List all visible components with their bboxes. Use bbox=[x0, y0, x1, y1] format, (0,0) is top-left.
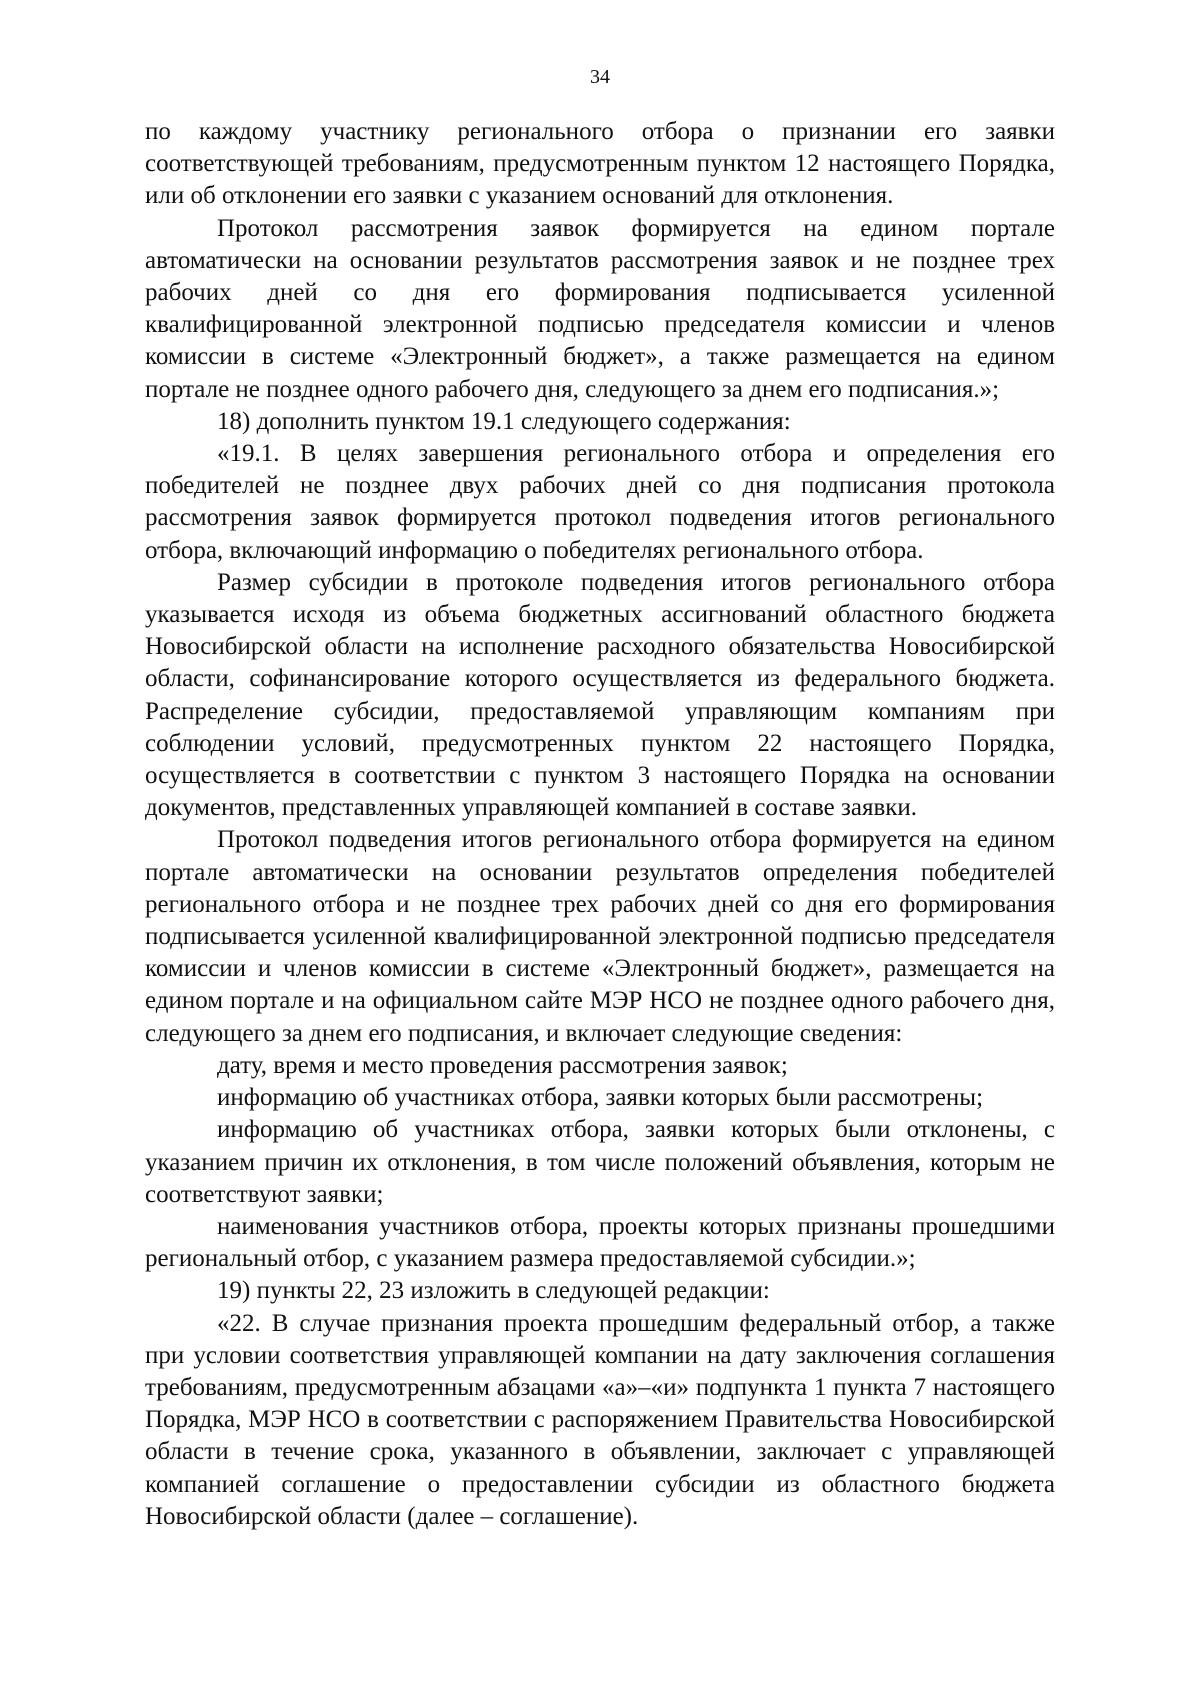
paragraph-clause-22: «22. В случае признания проекта прошедшим федеральный отбор, а также при условии соответствия управляющей компании на дату заключения соглашения требованиям, предусмотренным абзацами «а»–«и» подпункта 1 пункта 7 настоящего Порядка, МЭР НСО в соответствии с распоряжением Правительства Новосибирской области в течение срока, указанного в объявлении, заключает с управляющей компанией соглашение о предоставлении субсидии из областного бюджета Новосибирской области (далее – соглашение). bbox=[145, 1309, 1055, 1530]
document-body bbox=[145, 116, 1055, 1533]
list-item-date-time-place: дату, время и место проведения рассмотрения заявок; bbox=[217, 1051, 788, 1079]
paragraph-subsidy-size: Размер субсидии в протоколе подведения итогов регионального отбора указывается исходя из объема бюджетных ассигнований областного бюджета Новосибирской области на исполнение расходного обязательства Новосибирской области, софинансирование которого осуществляется из федерального бюджета. Распределение субсидии, предоставляемой управляющим компаниям при соблюдении условий, предусмотренных пунктом 22 настоящего Порядка, осуществляется в соответствии с пунктом 3 настоящего Порядка на основании документов, представленных управляющей компанией в составе заявки. bbox=[145, 568, 1055, 822]
page-number: 34 bbox=[590, 66, 610, 88]
list-item-winners: наименования участников отбора, проекты которых признаны прошедшими региональный отбор, с указанием размера предоставляемой субсидии.»; bbox=[145, 1212, 1055, 1273]
paragraph-continuation: по каждому участнику регионального отбора о признании его заявки соответствующей требованиям, предусмотренным пунктом 12 настоящего Порядка, или об отклонении его заявки с указанием оснований для отклонения. bbox=[145, 118, 1055, 210]
paragraph-item-19: 19) пункты 22, 23 изложить в следующей редакции: bbox=[217, 1277, 770, 1305]
list-item-rejected-participants: информацию об участниках отбора, заявки которых были отклонены, с указанием причин их отклонения, в том числе положений объявления, которым не соответствуют заявки; bbox=[145, 1116, 1055, 1208]
paragraph-protocol-results: Протокол подведения итогов регионального отбора формируется на едином портале автоматически на основании результатов определения победителей регионального отбора и не позднее трех рабочих дней со дня его формирования подписывается усиленной квалифицированной электронной подписью председателя комиссии и членов комиссии в системе «Электронный бюджет», размещается на едином портале и на официальном сайте МЭР НСО не позднее одного рабочего дня, следующего за днем его подписания, и включает следующие сведения: bbox=[145, 826, 1055, 1047]
paragraph-clause-19-1: «19.1. В целях завершения регионального отбора и определения его победителей не позднее двух рабочих дней со дня подписания протокола рассмотрения заявок формируется протокол подведения итогов регионального отбора, включающий информацию о победителях регионального отбора. bbox=[145, 440, 1055, 564]
paragraph-protocol-review: Протокол рассмотрения заявок формируется на едином портале автоматически на основании результатов рассмотрения заявок и не позднее трех рабочих дней со дня его формирования подписывается усиленной квалифицированной электронной подписью председателя комиссии и членов комиссии в системе «Электронный бюджет», а также размещается на едином портале не позднее одного рабочего дня, следующего за днем его подписания.»; bbox=[145, 214, 1055, 403]
paragraph-item-18: 18) дополнить пунктом 19.1 следующего содержания: bbox=[217, 407, 791, 435]
list-item-reviewed-participants: информацию об участниках отбора, заявки которых были рассмотрены; bbox=[217, 1084, 984, 1112]
